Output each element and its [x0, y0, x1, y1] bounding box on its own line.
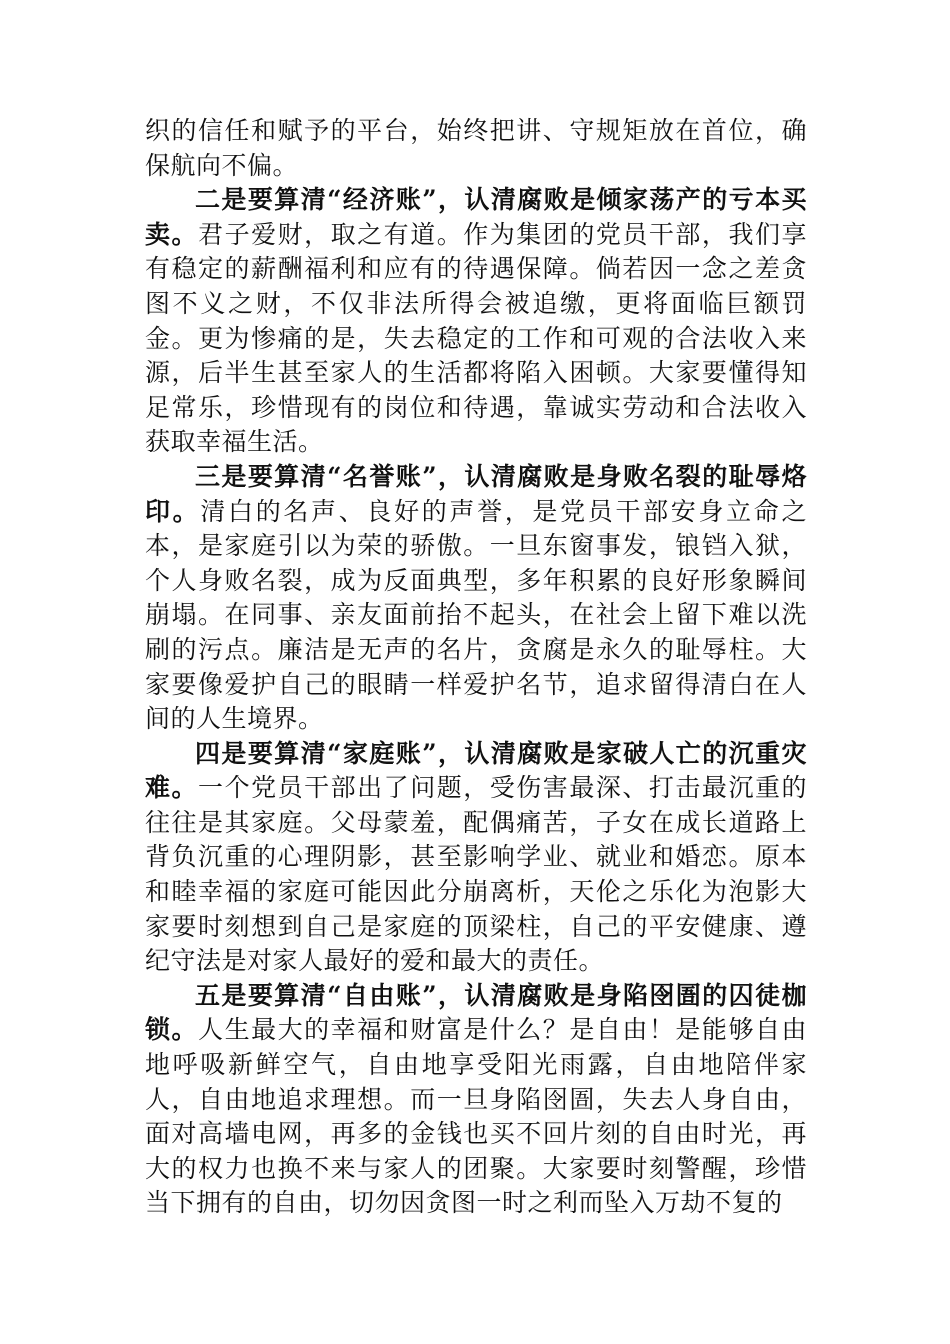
- paragraph-heading: 三是要算清“名誉账”，认清腐败是身败名裂的耻辱烙印。: [145, 461, 807, 526]
- document-body: [145, 114, 807, 1221]
- paragraph-body: 织的信任和赋予的平台，始终把讲、守规矩放在首位，确保航向不偏。: [145, 116, 807, 180]
- paragraph-body: 一个党员干部出了问题，受伤害最深、打击最沉重的往往是其家庭。父母蒙羞，配偶痛苦，子女在成长道路上背负沉重的心理阴影，甚至影响学业、就业和婚恋。原本和睦幸福的家庭可能因此分崩离析，天伦之乐化为泡影大家要时刻想到自己是家庭的顶梁柱，自己的平安健康、遵纪守法是对家人最好的爱和最大的责任。: [145, 773, 807, 976]
- paragraph-freedom-account: [145, 979, 807, 1221]
- paragraph-economic-account: [145, 183, 807, 460]
- paragraph-body: 清白的名声、良好的声誉，是党员干部安身立命之本，是家庭引以为荣的骄傲。一旦东窗事发，锒铛入狱，个人身败名裂，成为反面典型，多年积累的良好形象瞬间崩塌。在同事、亲友面前抬不起头，在社会上留下难以洗刷的污点。廉洁是无声的名片，贪腐是永久的耻辱柱。大家要像爱护自己的眼睛一样爱护名节，追求留得清白在人间的人生境界。: [145, 496, 807, 734]
- paragraph-continuation: [145, 114, 807, 183]
- paragraph-family-account: [145, 737, 807, 979]
- paragraph-heading: 四是要算清“家庭账”，认清腐败是家破人亡的沉重灾难。: [145, 738, 807, 803]
- paragraph-heading: 五是要算清“自由账”，认清腐败是身陷囹圄的囚徒枷锁。: [145, 980, 807, 1045]
- paragraph-reputation-account: [145, 460, 807, 737]
- paragraph-body: 人生最大的幸福和财富是什么？是自由！是能够自由地呼吸新鲜空气，自由地享受阳光雨露，自由地陪伴家人，自由地追求理想。而一旦身陷囹圄，失去人身自由，面对高墙电网，再多的金钱也买不回片刻的自由时光，再大的权力也换不来与家人的团聚。大家要时刻警醒，珍惜当下拥有的自由，切勿因贪图一时之利而坠入万劫不复的: [145, 1015, 807, 1218]
- paragraph-body: 君子爱财，取之有道。作为集团的党员干部，我们享有稳定的薪酬福利和应有的待遇保障。倘若因一念之差贪图不义之财，不仅非法所得会被追缴，更将面临巨额罚金。更为惨痛的是，失去稳定的工作和可观的合法收入来源，后半生甚至家人的生活都将陷入困顿。大家要懂得知足常乐，珍惜现有的岗位和待遇，靠诚实劳动和合法收入获取幸福生活。: [145, 219, 807, 457]
- paragraph-heading: 二是要算清“经济账”，认清腐败是倾家荡产的亏本买卖。: [145, 185, 807, 249]
